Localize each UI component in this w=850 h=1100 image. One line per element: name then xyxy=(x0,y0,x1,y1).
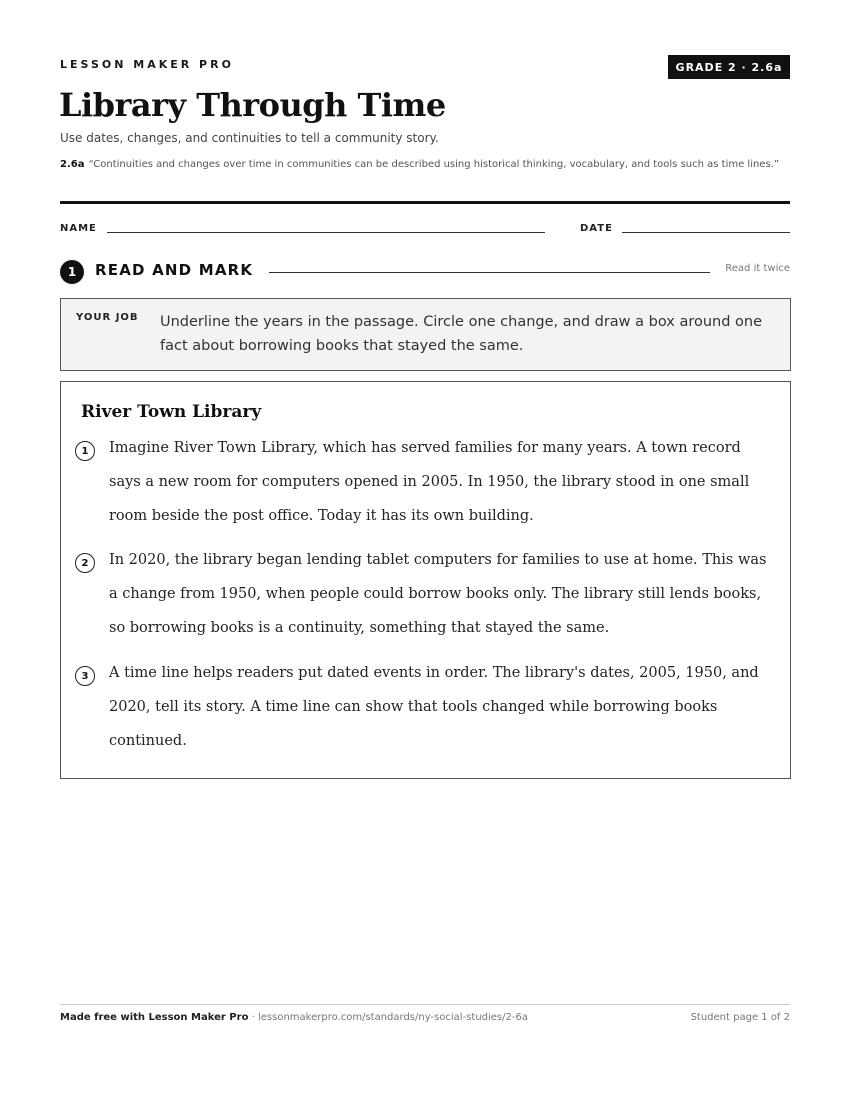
paragraph-number-icon: 2 xyxy=(75,553,95,573)
page-subtitle: Use dates, changes, and continuities to tell a community story. xyxy=(60,131,439,145)
paragraph-text: In 2020, the library began lending tablet computers for families to use at home. This was a change from 1950, when people could borrow books only. The library still lends books, so borrowing books is a continuity, something that stayed the same. xyxy=(109,552,767,636)
footer-divider xyxy=(60,1004,790,1005)
footer-url-link[interactable]: lessonmakerpro.com/standards/ny-social-studies/2-6a xyxy=(257,1012,528,1023)
reading-passage xyxy=(60,381,791,779)
grade-badge: GRADE 2 · 2.6a xyxy=(668,55,790,79)
section-divider xyxy=(269,272,710,273)
brand-name: LESSON MAKER PRO xyxy=(60,58,234,71)
footer-credit xyxy=(60,1012,528,1023)
paragraph-number-icon: 3 xyxy=(75,666,95,686)
header-divider xyxy=(60,201,790,204)
date-write-line[interactable] xyxy=(622,232,790,233)
footer-page-indicator: Student page 1 of 2 xyxy=(690,1012,790,1023)
section-note: Read it twice xyxy=(725,263,790,274)
paragraph-text: Imagine River Town Library, which has served families for many years. A town record says a new room for computers opened in 2005. In 1950, the library stood in one small room beside the post office. Today it has its own building. xyxy=(109,440,750,524)
section-number-badge: 1 xyxy=(60,260,84,284)
footer-separator: · xyxy=(248,1012,258,1023)
standard-code: 2.6a xyxy=(60,159,85,170)
name-label: NAME xyxy=(60,223,97,234)
standard-statement xyxy=(60,156,795,173)
instructions-box xyxy=(60,298,791,371)
name-write-line[interactable] xyxy=(107,232,545,233)
paragraph-text: A time line helps readers put dated events in order. The library's dates, 2005, 1950, and 2020, tell its story. A time line can show that tools changed while borrowing books continued. xyxy=(109,665,759,749)
instructions-text: Underline the years in the passage. Circle one change, and draw a box around one fact about borrowing books that stayed the same. xyxy=(160,314,763,354)
instructions-label: YOUR JOB xyxy=(76,312,139,323)
standard-text: “Continuities and changes over time in communities can be described using historical thinking, vocabulary, and tools such as time lines.” xyxy=(88,159,780,170)
footer-made-with: Made free with Lesson Maker Pro xyxy=(60,1012,249,1023)
passage-title: River Town Library xyxy=(81,402,262,422)
page-title: Library Through Time xyxy=(59,86,446,124)
date-label: DATE xyxy=(580,223,613,234)
paragraph-number-icon: 1 xyxy=(75,441,95,461)
section-title: READ AND MARK xyxy=(95,261,254,279)
